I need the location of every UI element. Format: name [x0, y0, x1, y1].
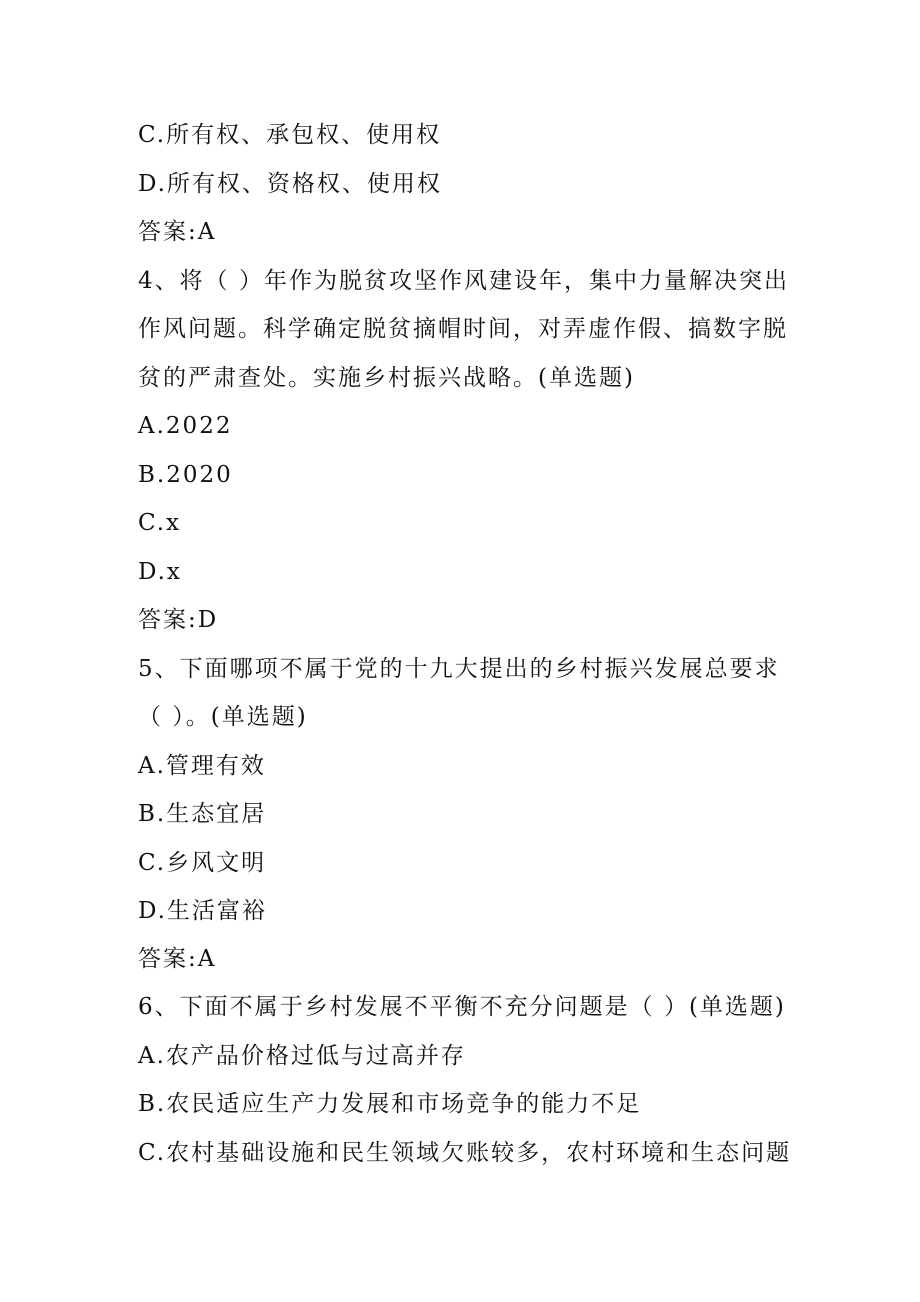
- option-c: C.所有权、承包权、使用权: [138, 122, 442, 148]
- answer: 答案:A: [138, 946, 217, 972]
- option-b: B.2020: [138, 462, 233, 488]
- question-4-line-2: 作风问题。科学确定脱贫摘帽时间，对弄虚作假、搞数字脱: [138, 316, 788, 342]
- option-b: B.农民适应生产力发展和市场竞争的能力不足: [138, 1091, 642, 1117]
- option-d: D.所有权、资格权、使用权: [138, 171, 442, 197]
- question-6-line-1: 6、下面不属于乡村发展不平衡不充分问题是（ ）(单选题): [138, 994, 786, 1020]
- question-4-line-1: 4、将（ ）年作为脱贫攻坚作风建设年，集中力量解决突出: [138, 268, 789, 294]
- option-a: A.农产品价格过低与过高并存: [138, 1043, 466, 1069]
- answer: 答案:A: [138, 219, 217, 245]
- question-5-line-1: 5、下面哪项不属于党的十九大提出的乡村振兴发展总要求: [138, 656, 780, 682]
- option-a: A.2022: [138, 413, 233, 439]
- option-d: D.x: [138, 559, 182, 585]
- option-a: A.管理有效: [138, 753, 266, 779]
- option-c: C.x: [138, 510, 182, 536]
- question-5-line-2: （ ）。(单选题): [138, 704, 308, 730]
- option-d: D.生活富裕: [138, 898, 267, 924]
- option-c: C.乡风文明: [138, 850, 267, 876]
- answer: 答案:D: [138, 607, 219, 633]
- question-4-line-3: 贫的严肃查处。实施乡村振兴战略。(单选题): [138, 365, 635, 391]
- option-c: C.农村基础设施和民生领域欠账较多，农村环境和生态问题: [138, 1140, 792, 1166]
- option-b: B.生态宜居: [138, 801, 267, 827]
